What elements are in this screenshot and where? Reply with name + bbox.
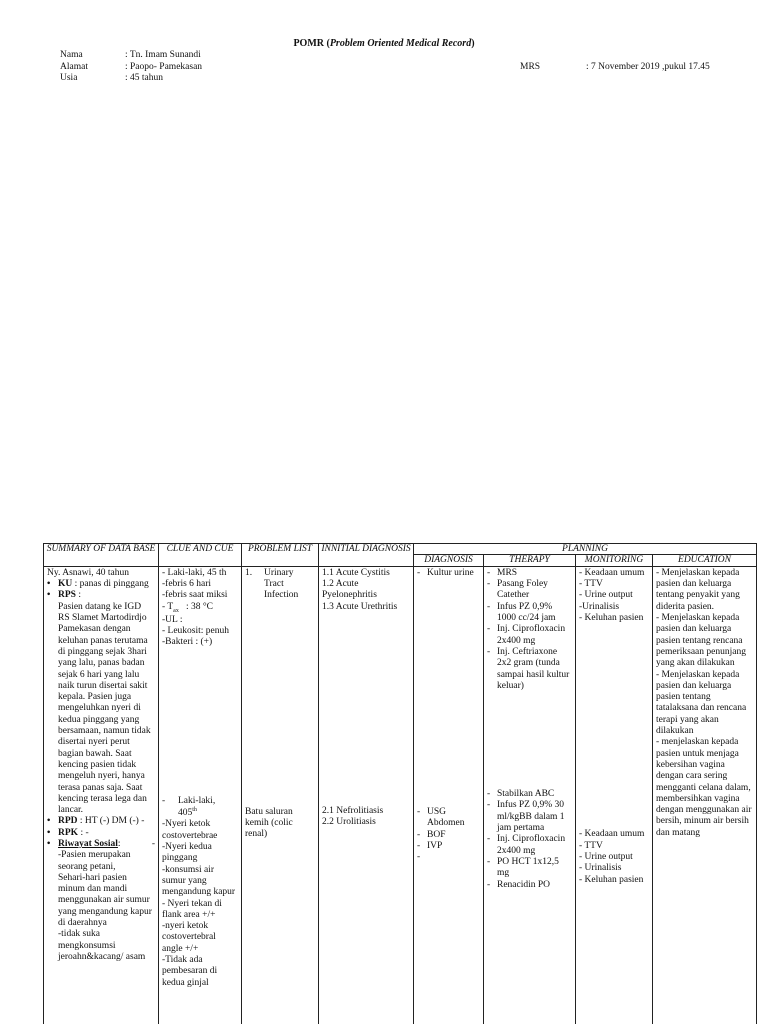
rpk-text: : - — [80, 827, 89, 838]
monitoring-line: - TTV — [579, 840, 603, 851]
summary-cell — [44, 566, 159, 1024]
initial-line: 2.1 Nefrolitiasis — [322, 806, 384, 817]
clue-cell — [159, 566, 242, 1024]
patient-age-label: Usia — [60, 73, 78, 83]
diagnosis-line: - Kultur urine — [417, 567, 474, 578]
monitoring-line: - Keluhan pasien — [579, 613, 644, 624]
diagnosis-line: - — [417, 852, 421, 863]
patient-address-row — [60, 62, 202, 73]
education-item: - Menjelaskan kepada pasien dan keluarga pasien tentang tatalaksana dan rencana terapi yang akan dilakukan — [656, 669, 747, 737]
patient-address-value: : Paopo- Pamekasan — [125, 62, 203, 72]
patient-name-row — [60, 50, 201, 61]
sosial-line: -Pasien merupakan seorang petani, — [58, 850, 131, 872]
clue-line: -konsumsi air sumur yang mengandung kapur — [162, 864, 236, 898]
sosial-label: Riwayat Sosial — [58, 839, 118, 849]
clue-line: -febris 6 hari — [162, 579, 212, 590]
bullet-icon: • — [47, 839, 51, 849]
therapy-line: - Inj. Ceftriaxone 2x2 gram (tunda sampai hasil kultur keluar) — [487, 646, 570, 691]
initial-line: 1.3 Acute Urethritis — [322, 601, 398, 612]
clue-line: - Nyeri tekan di flank area +/+ — [162, 898, 222, 920]
monitoring-line: - Urine output — [579, 590, 633, 601]
therapy-line: - Pasang Foley Catether — [487, 579, 548, 601]
sosial-item: • Riwayat Sosial: - — [47, 839, 155, 849]
clue-group2-head: - Laki-laki, — [162, 795, 216, 806]
rps-label: RPS — [58, 590, 76, 601]
rpk-label: RPK — [58, 827, 79, 838]
clue-line: -Tidak ada pembesaran di kedua ginjal — [162, 954, 218, 988]
education-item: - Menjelaskan kepada pasien dan keluarga tentang penyakit yang diderita pasien. — [656, 567, 740, 612]
header-planning: PLANNING — [414, 544, 757, 555]
header-problem: PROBLEM LIST — [242, 544, 319, 567]
sosial-line: -tidak suka mengkonsumsi jeroahn&kacang/ asam — [58, 929, 146, 962]
header-therapy: THERAPY — [484, 555, 576, 566]
initial-diagnosis-cell — [319, 566, 414, 1024]
header-monitoring: MONITORING — [576, 555, 653, 566]
therapy-line: - Stabilkan ABC — [487, 789, 555, 800]
diagnosis-cell — [414, 566, 484, 1024]
patient-address-label: Alamat — [60, 62, 88, 72]
patient-name-label: Nama — [60, 50, 83, 60]
therapy-line: - Inj. Ciprofloxacin 2x400 mg — [487, 624, 566, 646]
diagnosis-line: - BOF — [417, 829, 446, 840]
monitoring-cell — [576, 566, 653, 1024]
monitoring-line: - TTV — [579, 579, 603, 590]
diagnosis-line: - IVP — [417, 841, 443, 852]
monitoring-line: - Keadaan umum — [579, 567, 645, 578]
therapy-line: - PO HCT 1x12,5 mg — [487, 856, 559, 879]
clue-line: -UL : — [162, 614, 183, 625]
header-summary: SUMMARY OF DATA BASE — [44, 544, 159, 567]
header-education: EDUCATION — [653, 555, 757, 566]
rpk-item — [47, 828, 155, 839]
monitoring-line: - Keluhan pasien — [579, 874, 644, 885]
ku-text: : panas di pinggang — [74, 579, 149, 590]
education-cell — [653, 566, 757, 1024]
education-item: - Menjelaskan kepada pasien dan keluarga pasien tentang rencana pemeriksaan penunjang yang akan dilakukan — [656, 613, 746, 669]
clue-age: 405th — [178, 806, 197, 819]
clue-line: - Leukosit: penuh — [162, 626, 230, 637]
monitoring-line: - Urinalisis — [579, 863, 622, 874]
initial-line: 1.1 Acute Cystitis — [322, 567, 390, 578]
header-initial-diagnosis: INNITIAL DIAGNOSIS — [319, 544, 414, 567]
pomr-table — [43, 543, 757, 1024]
bullet-icon: • — [47, 579, 51, 590]
patient-name-value: : Tn. Imam Sunandi — [125, 50, 201, 60]
patient-age-value: : 45 tahun — [125, 73, 163, 83]
bullet-icon: • — [47, 590, 51, 601]
therapy-cell — [484, 566, 576, 1024]
mrs-value: : 7 November 2019 ,pukul 17.45 — [586, 62, 710, 72]
therapy-line: - Renacidin PO — [487, 879, 551, 890]
monitoring-line: - Keadaan umum — [579, 829, 645, 840]
diagnosis-line: - USG Abdomen — [417, 807, 465, 829]
ku-label: KU — [58, 579, 73, 590]
therapy-line: - Inj. Ciprofloxacin 2x400 mg — [487, 834, 566, 856]
problem-item-1: 1. Urinary Tract Infection — [245, 567, 299, 601]
header-clue: CLUE AND CUE — [159, 544, 242, 567]
sosial-list — [47, 850, 155, 963]
initial-line: 2.2 Urolitiasis — [322, 817, 376, 828]
bullet-icon: • — [47, 816, 51, 827]
therapy-line: - Infus PZ 0,9% 1000 cc/24 jam — [487, 601, 556, 624]
therapy-line: - MRS — [487, 567, 518, 578]
bullet-icon: • — [47, 827, 51, 838]
header-diagnosis: DIAGNOSIS — [414, 555, 484, 566]
education-item: - menjelaskan kepada pasien untuk menjaga kebersihan vagina dengan cara sering mengganti celana dalam, membersihkan vagina dengan menggunakan air bersih, minum air bersih dan matang — [656, 737, 752, 838]
problem-cell — [242, 566, 319, 1024]
clue-line: -nyeri ketok costovertebral angle +/+ — [162, 921, 216, 954]
rpd-item — [47, 816, 155, 827]
summary-intro: Ny. Asnawi, 40 tahun — [47, 567, 129, 578]
clue-line: -Bakteri : (+) — [162, 637, 213, 648]
clue-line: -Nyeri ketok costovertebrae — [162, 819, 218, 841]
rpd-text: : HT (-) DM (-) - — [77, 816, 145, 827]
clue-temperature: - $T_{ax}$ : 38 °C — [162, 601, 213, 614]
rpd-label: RPD — [58, 816, 78, 827]
monitoring-line: -Urinalisis — [579, 601, 620, 612]
rps-item: • RPS : — [47, 590, 81, 601]
therapy-line: - Infus PZ 0,9% 30 ml/kgBB dalam 1 jam pertama — [487, 800, 565, 834]
mrs-label: MRS — [520, 62, 541, 72]
clue-line: -Nyeri kedua pinggang — [162, 842, 212, 864]
document-title: POMR (Problem Oriented Medical Record) — [293, 38, 475, 49]
sosial-line: Sehari-hari pasien minum dan mandi menggunakan air sumur yang mengandung kapur di daerahnya — [58, 872, 152, 929]
monitoring-line: - Urine output — [579, 851, 633, 862]
ku-item — [47, 579, 155, 590]
clue-line: - Laki-laki, 45 th — [162, 567, 227, 578]
problem-item-2: Batu saluran kemih (colic renal) — [245, 806, 293, 840]
patient-age-row — [60, 73, 163, 84]
rps-text: Pasien datang ke IGD RS Slamet Martodirdjo Pamekasan dengan keluhan panas terutama di pinggang sejak 3hari yang lalu, panas badan sejak 6 hari yang lalu naik turun disertai sakit kepala. Pasien juga mengeluhkan nyeri di kedua pinggang yang bersamaan, namun tidak disertai nyeri perut bagian bawah. Saat kencing pasien tidak mengeluh nyeri, hanya terasa panas saja. Saat kencing terasa lega dan lancar. — [58, 601, 151, 816]
clue-line: -febris saat miksi — [162, 590, 228, 601]
initial-line: 1.2 Acute Pyelonephritis — [322, 579, 377, 601]
